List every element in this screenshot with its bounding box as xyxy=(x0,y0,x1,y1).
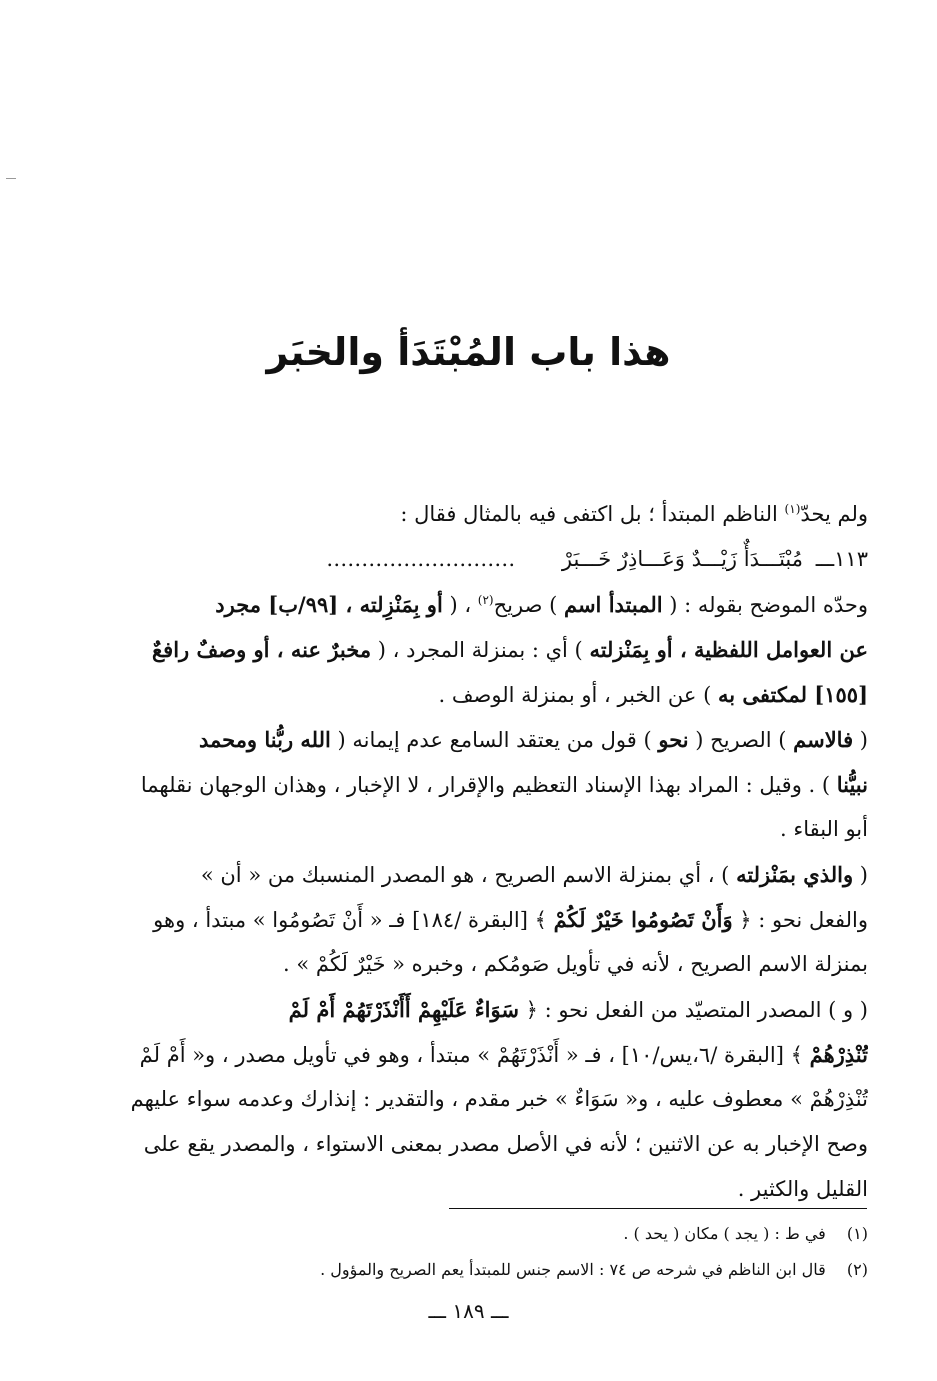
footnote xyxy=(118,1216,868,1252)
verse-number: ١١٣ـــ xyxy=(815,547,868,571)
text-line: أبو البقاء . xyxy=(779,817,868,841)
text-line: [١٥٥] لمكتفى به ) عن الخبر ، أو بمنزلة الوصف . xyxy=(438,682,868,707)
text-line: ولم يحدّ$^{(١)}$ الناظم المبتدأ ؛ بل اكتفى فيه بالمثال فقال : xyxy=(400,502,868,526)
text-line: تُنْذِرْهُمْ ﴾ [البقرة /٦،يس/١٠] ، فـ « أَنْذَرْتَهُمْ » مبتدأ ، وهو في تأويل مصدر ، و« أَمْ لَمْ xyxy=(139,1042,868,1067)
text-line: والفعل نحو : ﴿ وَأَنْ تَصُومُوا خَيْرٌ لَكُمْ ﴾ [البقرة /١٨٤] فـ « أَنْ تَصُومُوا » مبتدأ ، وهو xyxy=(153,907,868,932)
text-line: تُنْذِرْهُمْ » معطوف عليه ، و« سَوَاءٌ » خبر مقدم ، والتقدير : إنذارك وعدمه سواء عليهم xyxy=(130,1087,868,1111)
verse-dots: ……………………… xyxy=(326,547,516,571)
main-text xyxy=(118,492,868,1212)
footnote-text: في ط : ( يجد ) مكان ( يحد ) . xyxy=(623,1224,826,1243)
text-line: ( و ) المصدر المتصيّد من الفعل نحو : ﴿ سَوَاءٌ عَلَيْهِمْ أَأَنْذَرْتَهُمْ أَمْ لَمْ xyxy=(288,997,868,1022)
footnote-marker: (١) xyxy=(846,1224,868,1243)
verse-text: مُبْتَـــدَأٌ زَيْـــدٌ وَعَـــاذِرٌ خَـــبَرْ xyxy=(561,547,803,571)
text-line: عن العوامل اللفظية ، أو بِمَنْزلته ) أي : بمنزلة المجرد ، ( مخبرٌ عنه ، أو وصفٌ رافعٌ xyxy=(152,637,868,662)
footnote xyxy=(118,1252,868,1288)
text-line: ( والذي بمَنْزلته ) ، أي بمنزلة الاسم الصريح ، هو المصدر المنسبك من « أن » xyxy=(200,862,868,887)
text-line: وحدّه الموضح بقوله : ( المبتدأ اسم ) صريح$^{(٢)}$ ، ( أو بِمَنْزِلته ، [٩٩/ب] مجرد xyxy=(215,592,868,617)
footnote-text: قال ابن الناظم في شرحه ص ٧٤ : الاسم جنس للمبتدأ يعم الصريح والمؤول . xyxy=(320,1260,826,1279)
footnote-marker: (٢) xyxy=(846,1260,868,1279)
text-line: ( فالاسم ) الصريح ( نحو ) قول من يعتقد السامع عدم إيمانه ( الله ربُّنا ومحمد xyxy=(198,727,868,752)
text-line: نبيُّنا ) . وقيل : المراد بهذا الإسناد التعظيم والإقرار ، لا الإخبار ، وهذان الوجهان نقلهما xyxy=(140,772,868,797)
footnotes xyxy=(118,1216,868,1288)
text-line: بمنزلة الاسم الصريح ، لأنه في تأويل صَومُكم ، وخبره « خَيْرٌ لَكُمْ » . xyxy=(283,952,868,976)
page-number: ـــ ١٨٩ ـــ xyxy=(428,1299,509,1323)
chapter-title: هذا باب المُبْتَدَأ والخبَر xyxy=(266,330,671,374)
text-line: القليل والكثير . xyxy=(737,1177,868,1201)
text-line: وصح الإخبار به عن الاثنين ؛ لأنه في الأصل مصدر بمعنى الاستواء ، والمصدر يقع على xyxy=(143,1132,868,1156)
footnote-divider xyxy=(449,1208,867,1209)
verse-line xyxy=(118,537,868,582)
scan-mark xyxy=(6,178,16,179)
